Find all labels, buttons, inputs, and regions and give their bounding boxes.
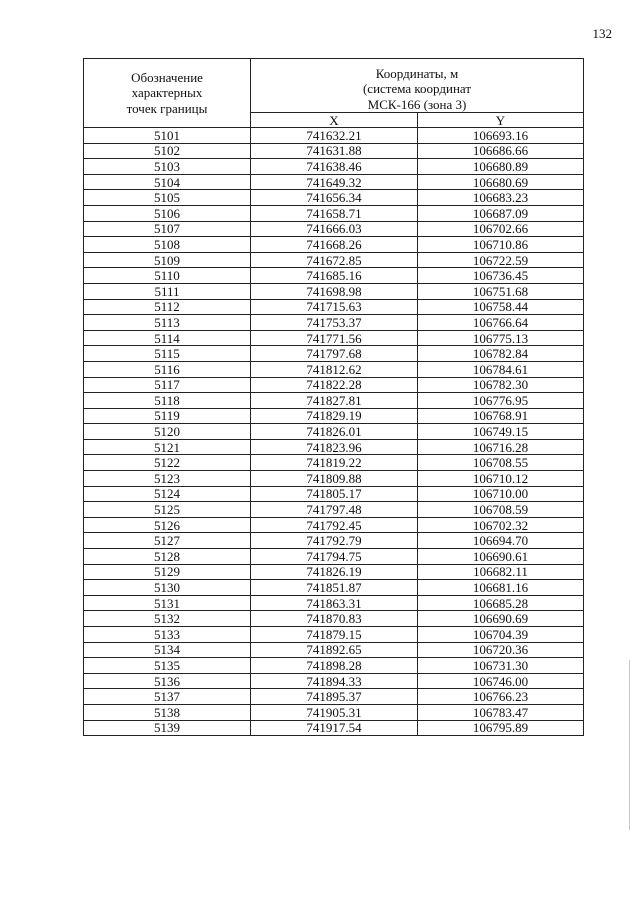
y-coordinate-cell: 106690.61 [418, 549, 584, 565]
table-row [84, 299, 584, 315]
x-coordinate-cell: 741668.26 [251, 237, 418, 253]
y-coordinate-cell: 106693.16 [418, 128, 584, 144]
table-row [84, 533, 584, 549]
table-row [84, 564, 584, 580]
x-coordinate-cell: 741827.81 [251, 393, 418, 409]
y-coordinate-cell: 106751.68 [418, 283, 584, 299]
y-coordinate-cell: 106784.61 [418, 361, 584, 377]
table-row [84, 455, 584, 471]
y-coordinate-cell: 106731.30 [418, 658, 584, 674]
y-coordinate-cell: 106680.89 [418, 159, 584, 175]
x-coordinate-cell: 741819.22 [251, 455, 418, 471]
point-designation-cell: 5122 [84, 455, 251, 471]
y-coordinate-cell: 106736.45 [418, 268, 584, 284]
table-row [84, 642, 584, 658]
y-coordinate-cell: 106704.39 [418, 627, 584, 643]
table-row [84, 315, 584, 331]
point-designation-cell: 5134 [84, 642, 251, 658]
y-coordinate-cell: 106710.00 [418, 486, 584, 502]
y-coordinate-cell: 106722.59 [418, 252, 584, 268]
x-coordinate-cell: 741771.56 [251, 330, 418, 346]
x-coordinate-cell: 741863.31 [251, 595, 418, 611]
y-coordinate-cell: 106746.00 [418, 673, 584, 689]
table-row [84, 205, 584, 221]
table-row [84, 252, 584, 268]
boundary-coordinates-table [83, 58, 584, 736]
y-coordinate-cell: 106708.59 [418, 502, 584, 518]
table-row [84, 159, 584, 175]
y-coordinate-cell: 106766.64 [418, 315, 584, 331]
table-row [84, 330, 584, 346]
table-header [84, 59, 584, 128]
point-designation-cell: 5106 [84, 205, 251, 221]
table-row [84, 595, 584, 611]
point-designation-cell: 5133 [84, 627, 251, 643]
y-coordinate-cell: 106680.69 [418, 174, 584, 190]
y-coordinate-cell: 106694.70 [418, 533, 584, 549]
y-coordinate-cell: 106702.32 [418, 517, 584, 533]
table-row [84, 408, 584, 424]
table-row [84, 658, 584, 674]
x-coordinate-cell: 741698.98 [251, 283, 418, 299]
x-coordinate-cell: 741715.63 [251, 299, 418, 315]
y-coordinate-cell: 106716.28 [418, 439, 584, 455]
y-column-header: Y [418, 113, 584, 128]
point-designation-cell: 5139 [84, 720, 251, 736]
x-coordinate-cell: 741638.46 [251, 159, 418, 175]
y-coordinate-cell: 106710.12 [418, 471, 584, 487]
table-row [84, 517, 584, 533]
table-row [84, 611, 584, 627]
x-coordinate-cell: 741797.48 [251, 502, 418, 518]
x-coordinate-cell: 741894.33 [251, 673, 418, 689]
point-designation-cell: 5132 [84, 611, 251, 627]
y-coordinate-cell: 106776.95 [418, 393, 584, 409]
x-coordinate-cell: 741666.03 [251, 221, 418, 237]
x-coordinate-cell: 741805.17 [251, 486, 418, 502]
header-row [84, 59, 584, 113]
table-row [84, 393, 584, 409]
y-coordinate-cell: 106682.11 [418, 564, 584, 580]
x-coordinate-cell: 741870.83 [251, 611, 418, 627]
table-row [84, 439, 584, 455]
point-designation-cell: 5130 [84, 580, 251, 596]
x-coordinate-cell: 741823.96 [251, 439, 418, 455]
y-coordinate-cell: 106749.15 [418, 424, 584, 440]
x-column-header: X [251, 113, 418, 128]
point-designation-cell: 5131 [84, 595, 251, 611]
point-designation-cell: 5119 [84, 408, 251, 424]
point-designation-cell: 5110 [84, 268, 251, 284]
x-coordinate-cell: 741895.37 [251, 689, 418, 705]
point-designation-cell: 5120 [84, 424, 251, 440]
table-row [84, 704, 584, 720]
y-coordinate-cell: 106685.28 [418, 595, 584, 611]
point-designation-cell: 5128 [84, 549, 251, 565]
x-coordinate-cell: 741879.15 [251, 627, 418, 643]
x-coordinate-cell: 741797.68 [251, 346, 418, 362]
x-coordinate-cell: 741917.54 [251, 720, 418, 736]
y-coordinate-cell: 106720.36 [418, 642, 584, 658]
x-coordinate-cell: 741809.88 [251, 471, 418, 487]
table-row [84, 361, 584, 377]
y-coordinate-cell: 106710.86 [418, 237, 584, 253]
x-coordinate-cell: 741631.88 [251, 143, 418, 159]
x-coordinate-cell: 741892.65 [251, 642, 418, 658]
table-row [84, 377, 584, 393]
table-row [84, 502, 584, 518]
table-row [84, 128, 584, 144]
table-row [84, 221, 584, 237]
point-designation-cell: 5111 [84, 283, 251, 299]
x-coordinate-cell: 741905.31 [251, 704, 418, 720]
table-row [84, 268, 584, 284]
point-designation-cell: 5121 [84, 439, 251, 455]
point-designation-cell: 5116 [84, 361, 251, 377]
point-header-line: точек границы [126, 100, 208, 116]
x-coordinate-cell: 741753.37 [251, 315, 418, 331]
x-coordinate-cell: 741685.16 [251, 268, 418, 284]
point-designation-cell: 5124 [84, 486, 251, 502]
y-coordinate-cell: 106708.55 [418, 455, 584, 471]
point-designation-cell: 5129 [84, 564, 251, 580]
point-designation-cell: 5108 [84, 237, 251, 253]
x-coordinate-cell: 741632.21 [251, 128, 418, 144]
table-row [84, 627, 584, 643]
table-row [84, 689, 584, 705]
y-coordinate-cell: 106686.66 [418, 143, 584, 159]
point-designation-cell: 5127 [84, 533, 251, 549]
table-row [84, 471, 584, 487]
x-coordinate-cell: 741792.45 [251, 517, 418, 533]
point-designation-cell: 5102 [84, 143, 251, 159]
y-coordinate-cell: 106782.30 [418, 377, 584, 393]
table-row [84, 346, 584, 362]
x-coordinate-cell: 741851.87 [251, 580, 418, 596]
x-coordinate-cell: 741794.75 [251, 549, 418, 565]
y-coordinate-cell: 106758.44 [418, 299, 584, 315]
coordinates-header-line: МСК-166 (зона 3) [367, 96, 467, 112]
page-number: 132 [592, 26, 612, 41]
point-designation-cell: 5137 [84, 689, 251, 705]
table-row [84, 283, 584, 299]
x-coordinate-cell: 741812.62 [251, 361, 418, 377]
table-row [84, 720, 584, 736]
table-body [84, 128, 584, 736]
point-designation-cell: 5125 [84, 502, 251, 518]
point-header-line: Обозначение [131, 70, 203, 85]
table-row [84, 143, 584, 159]
x-coordinate-cell: 741672.85 [251, 252, 418, 268]
point-designation-cell: 5112 [84, 299, 251, 315]
point-designation-cell: 5138 [84, 704, 251, 720]
y-coordinate-cell: 106687.09 [418, 205, 584, 221]
table-row [84, 486, 584, 502]
point-designation-cell: 5135 [84, 658, 251, 674]
point-header-line: характерных [131, 85, 203, 101]
table-row [84, 190, 584, 206]
point-designation-cell: 5118 [84, 393, 251, 409]
y-coordinate-cell: 106782.84 [418, 346, 584, 362]
y-coordinate-cell: 106690.69 [418, 611, 584, 627]
y-coordinate-cell: 106681.16 [418, 580, 584, 596]
scan-edge-mark [629, 660, 630, 830]
x-coordinate-cell: 741829.19 [251, 408, 418, 424]
x-coordinate-cell: 741826.19 [251, 564, 418, 580]
point-designation-cell: 5105 [84, 190, 251, 206]
coordinates-header-line: Координаты, м [375, 66, 459, 82]
point-designation-header [84, 59, 251, 128]
point-designation-cell: 5107 [84, 221, 251, 237]
table-row [84, 174, 584, 190]
y-coordinate-cell: 106783.47 [418, 704, 584, 720]
coordinates-header-line: (система координат [362, 81, 472, 97]
x-coordinate-cell: 741656.34 [251, 190, 418, 206]
y-coordinate-cell: 106775.13 [418, 330, 584, 346]
table-row [84, 237, 584, 253]
y-coordinate-cell: 106683.23 [418, 190, 584, 206]
x-coordinate-cell: 741792.79 [251, 533, 418, 549]
x-coordinate-cell: 741658.71 [251, 205, 418, 221]
point-designation-cell: 5123 [84, 471, 251, 487]
point-designation-cell: 5115 [84, 346, 251, 362]
point-designation-cell: 5103 [84, 159, 251, 175]
point-designation-cell: 5113 [84, 315, 251, 331]
y-coordinate-cell: 106766.23 [418, 689, 584, 705]
table-row [84, 580, 584, 596]
x-coordinate-cell: 741822.28 [251, 377, 418, 393]
point-designation-cell: 5109 [84, 252, 251, 268]
x-coordinate-cell: 741826.01 [251, 424, 418, 440]
coordinates-header [251, 59, 584, 113]
point-designation-cell: 5101 [84, 128, 251, 144]
y-coordinate-cell: 106768.91 [418, 408, 584, 424]
table-row [84, 673, 584, 689]
table-row [84, 424, 584, 440]
x-coordinate-cell: 741898.28 [251, 658, 418, 674]
point-designation-cell: 5114 [84, 330, 251, 346]
point-designation-cell: 5126 [84, 517, 251, 533]
point-designation-cell: 5117 [84, 377, 251, 393]
y-coordinate-cell: 106795.89 [418, 720, 584, 736]
x-coordinate-cell: 741649.32 [251, 174, 418, 190]
y-coordinate-cell: 106702.66 [418, 221, 584, 237]
point-designation-cell: 5136 [84, 673, 251, 689]
table-row [84, 549, 584, 565]
point-designation-cell: 5104 [84, 174, 251, 190]
